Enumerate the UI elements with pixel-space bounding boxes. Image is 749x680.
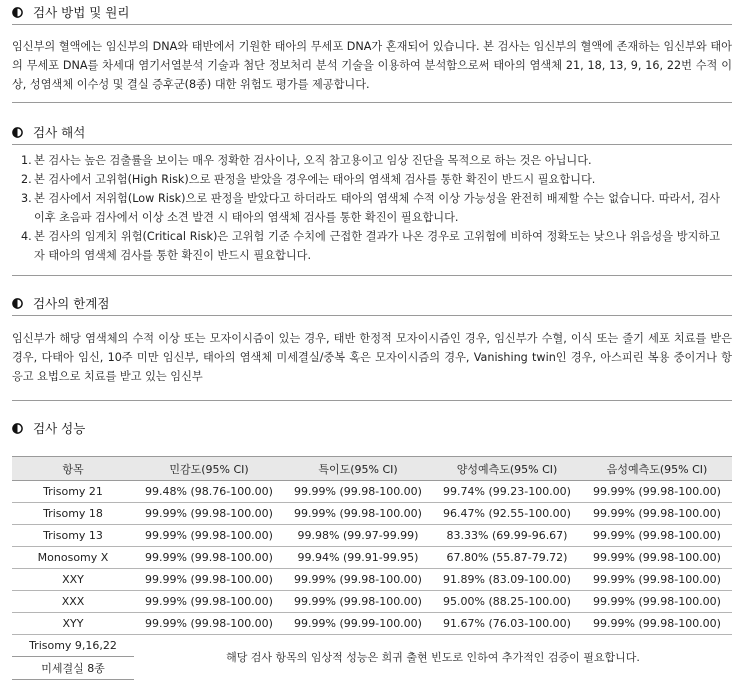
section-title: 검사 해석 [33,125,86,140]
cell-extra-note: 해당 검사 항목의 임상적 성능은 희귀 출현 빈도로 인하여 추가적인 검증이 필요합니다. [226,651,640,664]
section-title: 검사 성능 [33,421,86,436]
divider [12,274,732,276]
table-row [12,613,732,635]
cell-npv: 99.99% (99.98-100.00) [582,503,732,525]
cell-sensitivity: 99.99% (99.98-100.00) [134,503,284,525]
cell-ppv: 91.67% (76.03-100.00) [432,613,582,635]
limitations-body: 임신부가 해당 염색체의 수적 이상 또는 모자이시즘이 있는 경우, 태반 한정적 모자이시즘인 경우, 임신부가 수혈, 이식 또는 줄기 세포 치료를 받은 경우, 다태아 임신, 10주 미만 임신부, 태아의 염색체 미세결실/중복 혹은 모자이시즘의 경우, Vanishing twin인 경우, 아스피린 복용 중이거나 항 응고 요법으로 치료를 받고 있는 임신부 [12,332,732,383]
list-text: 본 검사에서 고위험(High Risk)으로 판정을 받았을 경우에는 태아의 염색체 검사를 통한 확진이 반드시 필요합니다. [34,173,596,186]
section-header-performance [12,416,732,440]
table-row [12,547,732,569]
cell-ppv: 91.89% (83.09-100.00) [432,569,582,591]
table-header-row [12,457,732,481]
section-header-method [12,0,732,25]
section-title: 검사의 한계점 [33,296,110,311]
list-item [12,151,732,170]
cell-sensitivity: 99.99% (99.98-100.00) [134,525,284,547]
list-number: 2. [21,173,32,186]
cell-npv: 99.99% (99.98-100.00) [582,591,732,613]
cell-item: Trisomy 21 [12,481,134,503]
list-item [12,170,732,189]
performance-table [12,456,732,680]
cell-item: XXY [12,569,134,591]
divider [12,399,732,401]
cell-sensitivity: 99.99% (99.98-100.00) [134,591,284,613]
cell-npv: 99.99% (99.98-100.00) [582,547,732,569]
cell-item: Monosomy X [12,547,134,569]
cell-specificity: 99.94% (99.91-99.95) [284,547,432,569]
list-text: 본 검사는 높은 검출률을 보이는 매우 정확한 검사이나, 오직 참고용이고 임상 진단을 목적으로 하는 것은 아닙니다. [34,154,592,167]
method-body: 임신부의 혈액에는 임신부의 DNA와 태반에서 기원한 태아의 무세포 DNA가 혼재되어 있습니다. 본 검사는 임신부의 혈액에 존재하는 임신부와 태아의 무세포 DNA를 차세대 염기서열분석 기술과 첨단 정보처리 분석 기술을 이용하여 분석함으로써 태아의 염색체 21, 18, 13, 9, 16, 22번 수적 이상, 성염색체 이수성 및 결실 증후군(8종) 대한 위험도 평가를 제공합니다. [12,40,732,91]
cell-sensitivity: 99.99% (99.98-100.00) [134,569,284,591]
cell-sensitivity: 99.48% (98.76-100.00) [134,481,284,503]
header-npv: 음성예측도(95% CI) [582,457,732,481]
header-item: 항목 [12,457,134,481]
half-circle-icon [12,298,23,309]
cell-specificity: 99.99% (99.98-100.00) [284,569,432,591]
cell-ppv: 95.00% (88.25-100.00) [432,591,582,613]
cell-specificity: 99.99% (99.98-100.00) [284,503,432,525]
section-header-limitations [12,291,732,316]
section-header-interpretation [12,120,732,145]
cell-item: Trisomy 18 [12,503,134,525]
cell-npv: 99.99% (99.98-100.00) [582,613,732,635]
divider [12,101,732,103]
cell-specificity: 99.99% (99.98-100.00) [284,481,432,503]
half-circle-icon [12,423,23,434]
cell-item: Trisomy 13 [12,525,134,547]
list-text: 본 검사에서 저위험(Low Risk)으로 판정을 받았다고 하더라도 태아의 염색체 수적 이상 가능성을 완전히 배제할 수는 없습니다. 따라서, 검사 이후 초음파 검사에서 이상 소견 발견 시 태아의 염색체 검사를 통한 확진이 필요합니다. [34,192,720,224]
cell-item: Trisomy 9,16,22 [12,635,134,657]
list-number: 3. [21,192,32,205]
cell-ppv: 67.80% (55.87-79.72) [432,547,582,569]
table-row [12,481,732,503]
section-title: 검사 방법 및 원리 [33,5,130,20]
table-row [12,569,732,591]
half-circle-icon [12,7,23,18]
cell-npv: 99.99% (99.98-100.00) [582,569,732,591]
list-number: 1. [21,154,32,167]
header-specificity: 특이도(95% CI) [284,457,432,481]
cell-item: 미세결실 8종 [12,657,134,679]
table-row [12,635,732,657]
cell-ppv: 99.74% (99.23-100.00) [432,481,582,503]
cell-npv: 99.99% (99.98-100.00) [582,525,732,547]
cell-item: XYY [12,613,134,635]
cell-npv: 99.99% (99.98-100.00) [582,481,732,503]
cell-specificity: 99.99% (99.98-100.00) [284,591,432,613]
header-sensitivity: 민감도(95% CI) [134,457,284,481]
cell-specificity: 99.99% (99.99-100.00) [284,613,432,635]
list-number: 4. [21,230,32,243]
cell-item: XXX [12,591,134,613]
cell-ppv: 83.33% (69.99-96.67) [432,525,582,547]
list-text: 본 검사의 임계치 위험(Critical Risk)은 고위험 기준 수치에 근접한 결과가 나온 경우로 고위험에 비하여 정확도는 낮으나 위음성을 방지하고자 태아의 염색체 검사를 통한 확진이 반드시 필요합니다. [34,230,720,262]
list-item [12,227,732,265]
cell-specificity: 99.98% (99.97-99.99) [284,525,432,547]
header-ppv: 양성예측도(95% CI) [432,457,582,481]
list-item [12,189,732,227]
table-row [12,503,732,525]
cell-sensitivity: 99.99% (99.98-100.00) [134,613,284,635]
table-row [12,591,732,613]
cell-ppv: 96.47% (92.55-100.00) [432,503,582,525]
table-row [12,525,732,547]
interpretation-list [12,151,732,265]
cell-sensitivity: 99.99% (99.98-100.00) [134,547,284,569]
half-circle-icon [12,127,23,138]
